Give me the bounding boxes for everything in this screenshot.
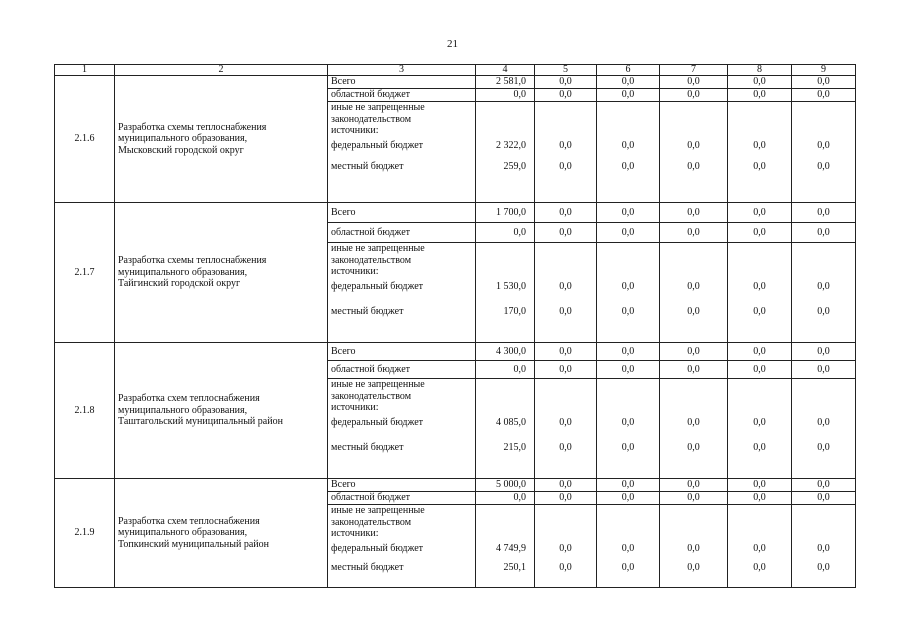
federal-budget-value: 0,0	[559, 139, 572, 151]
source-label: Всего	[328, 203, 476, 223]
section-name	[115, 479, 328, 588]
value-cell: 0,0	[597, 361, 660, 379]
local-budget-value: 0,0	[753, 562, 766, 573]
value-cell: 0,0	[728, 479, 792, 492]
value-cell: 0,0	[792, 223, 856, 243]
federal-budget-value: 0,0	[753, 416, 766, 428]
other-sources-cell	[328, 243, 476, 343]
section-name-line: Тайгинский городской округ	[118, 278, 241, 290]
other-sources-line: законодательством	[331, 254, 412, 266]
value-stack	[479, 102, 526, 173]
value-cell: 0,0	[597, 203, 660, 223]
other-sources-block	[331, 379, 472, 454]
section-name-line: Разработка схемы теплоснабжения	[118, 255, 267, 267]
spacer	[331, 151, 472, 161]
value-cell: 0,0	[535, 479, 597, 492]
federal-budget-value: 0,0	[753, 280, 766, 292]
section-code: 2.1.9	[55, 479, 115, 588]
federal-budget-value: 4 085,0	[496, 416, 526, 428]
other-sources-line: источники:	[331, 125, 379, 136]
value-stack	[479, 243, 526, 318]
value-cell: 0,0	[792, 343, 856, 361]
value-cell: 0,0	[792, 361, 856, 379]
value-cell: 0,0	[728, 89, 792, 102]
local-budget-value: 0,0	[559, 562, 572, 573]
value-cell-stack	[660, 102, 728, 203]
spacer	[795, 151, 852, 161]
section-name-line: муниципального образования,	[118, 266, 248, 278]
header-cell-8: 8	[728, 65, 792, 76]
federal-budget-value: 0,0	[817, 542, 830, 554]
spacer	[538, 554, 593, 562]
local-budget-value: 0,0	[559, 161, 572, 172]
value-stack	[663, 243, 724, 318]
table-body	[55, 76, 856, 588]
section-name-line: Мысковский городской округ	[118, 144, 244, 156]
section-name-line: Разработка схем теплоснабжения	[118, 515, 260, 527]
other-sources-cell	[328, 102, 476, 203]
value-cell-stack	[660, 505, 728, 588]
value-stack	[795, 505, 852, 574]
federal-budget-label: федеральный бюджет	[331, 542, 424, 554]
value-cell: 0,0	[476, 223, 535, 243]
value-cell: 0,0	[660, 76, 728, 89]
value-cell-stack	[728, 505, 792, 588]
value-cell: 0,0	[476, 492, 535, 505]
spacer	[600, 292, 656, 306]
value-cell: 0,0	[476, 361, 535, 379]
section-name-line: муниципального образования,	[118, 527, 248, 539]
value-cell-stack	[728, 102, 792, 203]
header-cell-1: 1	[55, 65, 115, 76]
value-cell-stack	[728, 243, 792, 343]
value-cell-stack	[535, 379, 597, 479]
value-stack	[663, 102, 724, 173]
value-cell: 0,0	[597, 76, 660, 89]
federal-budget-value: 1 530,0	[496, 280, 526, 292]
federal-budget-value: 0,0	[621, 416, 635, 428]
federal-budget-label: федеральный бюджет	[331, 416, 424, 428]
other-sources-line: законодательством	[331, 113, 412, 125]
section-name-line: Топкинский муниципальный район	[118, 538, 269, 550]
value-cell: 4 300,0	[476, 343, 535, 361]
spacer	[663, 554, 724, 562]
other-sources-line: законодательством	[331, 390, 412, 402]
local-budget-label: местный бюджет	[331, 306, 404, 317]
value-stack	[663, 379, 724, 454]
other-sources-block	[331, 243, 472, 318]
value-cell: 0,0	[728, 343, 792, 361]
local-budget-value: 0,0	[817, 161, 830, 172]
source-label: областной бюджет	[328, 361, 476, 379]
federal-budget-value: 0,0	[559, 542, 572, 554]
other-sources-block	[331, 102, 472, 173]
source-label: Всего	[328, 479, 476, 492]
federal-budget-value: 0,0	[559, 416, 572, 428]
local-budget-label: местный бюджет	[331, 562, 404, 573]
spacer	[538, 151, 593, 161]
local-budget-value: 0,0	[687, 306, 700, 317]
other-sources-line: иные не запрещенные	[331, 243, 425, 254]
spacer	[795, 554, 852, 562]
local-budget-value: 0,0	[621, 562, 635, 573]
value-cell: 0,0	[792, 492, 856, 505]
value-cell: 0,0	[476, 89, 535, 102]
value-cell-stack	[792, 243, 856, 343]
value-cell: 0,0	[728, 361, 792, 379]
federal-budget-value: 0,0	[687, 542, 700, 554]
spacer	[479, 151, 526, 161]
header-cell-7: 7	[660, 65, 728, 76]
header-cell-9: 9	[792, 65, 856, 76]
table-row	[55, 203, 856, 223]
local-budget-label: местный бюджет	[331, 442, 404, 453]
local-budget-value: 0,0	[753, 442, 766, 453]
value-cell-stack	[597, 505, 660, 588]
source-label: областной бюджет	[328, 89, 476, 102]
local-budget-value: 0,0	[687, 161, 700, 172]
value-cell: 0,0	[597, 223, 660, 243]
value-cell: 0,0	[535, 89, 597, 102]
value-cell: 0,0	[535, 492, 597, 505]
section-code: 2.1.8	[55, 343, 115, 479]
value-cell: 0,0	[660, 492, 728, 505]
local-budget-value: 0,0	[687, 562, 700, 573]
value-stack	[538, 505, 593, 574]
value-cell: 0,0	[728, 203, 792, 223]
value-stack	[731, 243, 788, 318]
value-stack	[538, 379, 593, 454]
local-budget-value: 215,0	[503, 442, 526, 453]
value-cell: 0,0	[660, 203, 728, 223]
federal-budget-value: 0,0	[817, 280, 830, 292]
value-cell-stack	[535, 102, 597, 203]
table-header	[55, 65, 856, 76]
value-cell: 0,0	[792, 203, 856, 223]
value-stack	[795, 243, 852, 318]
federal-budget-label: федеральный бюджет	[331, 280, 424, 292]
other-sources-line: иные не запрещенные	[331, 505, 425, 516]
section-name-line: Таштагольский муниципальный район	[118, 416, 283, 428]
header-cell-5: 5	[535, 65, 597, 76]
value-cell-stack	[728, 379, 792, 479]
value-stack	[479, 505, 526, 574]
value-cell: 0,0	[728, 76, 792, 89]
value-stack	[731, 379, 788, 454]
other-sources-block	[331, 505, 472, 574]
local-budget-value: 250,1	[503, 562, 526, 573]
value-cell: 0,0	[660, 361, 728, 379]
spacer	[731, 151, 788, 161]
spacer	[331, 428, 472, 442]
value-cell-stack	[792, 505, 856, 588]
value-cell: 0,0	[597, 479, 660, 492]
source-label: Всего	[328, 76, 476, 89]
other-sources-line: источники:	[331, 402, 379, 413]
spacer	[479, 428, 526, 442]
section-name-line: Разработка схем теплоснабжения	[118, 393, 260, 405]
value-cell: 0,0	[792, 89, 856, 102]
value-cell-stack	[476, 102, 535, 203]
local-budget-value: 0,0	[621, 161, 635, 172]
spacer	[731, 292, 788, 306]
local-budget-value: 0,0	[753, 161, 766, 172]
header-cell-4: 4	[476, 65, 535, 76]
value-stack	[538, 243, 593, 318]
spacer	[479, 292, 526, 306]
section-code: 2.1.7	[55, 203, 115, 343]
spacer	[479, 554, 526, 562]
spacer	[663, 428, 724, 442]
section-name-line: муниципального образования,	[118, 133, 248, 145]
value-cell: 0,0	[535, 203, 597, 223]
section-name	[115, 343, 328, 479]
value-stack	[538, 102, 593, 173]
local-budget-value: 0,0	[817, 306, 830, 317]
spacer	[600, 428, 656, 442]
spacer	[731, 554, 788, 562]
source-label: областной бюджет	[328, 492, 476, 505]
page-number: 21	[447, 38, 458, 50]
local-budget-value: 0,0	[687, 442, 700, 453]
header-cell-6: 6	[597, 65, 660, 76]
other-sources-line: источники:	[331, 528, 379, 539]
value-cell: 0,0	[660, 89, 728, 102]
spacer	[600, 554, 656, 562]
local-budget-value: 0,0	[753, 306, 766, 317]
value-cell-stack	[535, 505, 597, 588]
value-cell-stack	[792, 102, 856, 203]
spacer	[600, 151, 656, 161]
section-name-line: Разработка схемы теплоснабжения	[118, 121, 267, 133]
value-cell: 0,0	[728, 223, 792, 243]
spacer	[795, 292, 852, 306]
federal-budget-value: 0,0	[687, 280, 700, 292]
value-cell-stack	[476, 505, 535, 588]
value-stack	[731, 505, 788, 574]
federal-budget-value: 0,0	[621, 542, 635, 554]
value-cell: 0,0	[792, 479, 856, 492]
local-budget-value: 170,0	[503, 306, 526, 317]
spacer	[663, 292, 724, 306]
other-sources-line: иные не запрещенные	[331, 102, 425, 113]
spacer	[795, 428, 852, 442]
budget-table	[54, 64, 856, 588]
local-budget-value: 0,0	[817, 562, 830, 573]
local-budget-value: 0,0	[817, 442, 830, 453]
federal-budget-value: 2 322,0	[496, 139, 526, 151]
value-cell-stack	[535, 243, 597, 343]
value-cell: 0,0	[597, 343, 660, 361]
value-stack	[663, 505, 724, 574]
value-cell: 0,0	[660, 223, 728, 243]
federal-budget-value: 4 749,9	[496, 542, 526, 554]
spacer	[538, 428, 593, 442]
federal-budget-value: 0,0	[817, 416, 830, 428]
federal-budget-value: 0,0	[817, 139, 830, 151]
other-sources-cell	[328, 505, 476, 588]
table-row	[55, 479, 856, 492]
value-cell-stack	[597, 379, 660, 479]
value-cell: 5 000,0	[476, 479, 535, 492]
value-cell: 0,0	[792, 76, 856, 89]
value-cell-stack	[660, 379, 728, 479]
spacer	[331, 554, 472, 562]
value-cell-stack	[476, 379, 535, 479]
federal-budget-value: 0,0	[753, 542, 766, 554]
other-sources-line: источники:	[331, 266, 379, 277]
value-cell-stack	[597, 102, 660, 203]
value-cell: 0,0	[535, 361, 597, 379]
value-cell-stack	[792, 379, 856, 479]
local-budget-value: 0,0	[559, 306, 572, 317]
value-stack	[600, 243, 656, 318]
other-sources-cell	[328, 379, 476, 479]
value-cell: 0,0	[535, 223, 597, 243]
local-budget-value: 0,0	[559, 442, 572, 453]
value-cell: 2 581,0	[476, 76, 535, 89]
local-budget-label: местный бюджет	[331, 161, 404, 172]
federal-budget-value: 0,0	[621, 139, 635, 151]
source-label: Всего	[328, 343, 476, 361]
value-cell-stack	[597, 243, 660, 343]
federal-budget-value: 0,0	[621, 280, 635, 292]
value-cell: 0,0	[535, 76, 597, 89]
federal-budget-value: 0,0	[687, 139, 700, 151]
section-name	[115, 76, 328, 203]
federal-budget-value: 0,0	[559, 280, 572, 292]
other-sources-line: законодательством	[331, 516, 412, 528]
value-stack	[479, 379, 526, 454]
local-budget-value: 0,0	[621, 306, 635, 317]
federal-budget-value: 0,0	[753, 139, 766, 151]
value-cell: 0,0	[597, 89, 660, 102]
value-stack	[600, 505, 656, 574]
value-cell: 0,0	[660, 343, 728, 361]
table-row	[55, 343, 856, 361]
value-cell-stack	[476, 243, 535, 343]
table-row	[55, 76, 856, 89]
spacer	[538, 292, 593, 306]
federal-budget-label: федеральный бюджет	[331, 139, 424, 151]
value-stack	[600, 102, 656, 173]
value-cell: 0,0	[728, 492, 792, 505]
section-name	[115, 203, 328, 343]
federal-budget-value: 0,0	[687, 416, 700, 428]
value-cell: 0,0	[597, 492, 660, 505]
spacer	[731, 428, 788, 442]
header-cell-2: 2	[115, 65, 328, 76]
value-cell-stack	[660, 243, 728, 343]
local-budget-value: 259,0	[503, 161, 526, 172]
source-label: областной бюджет	[328, 223, 476, 243]
spacer	[663, 151, 724, 161]
section-code: 2.1.6	[55, 76, 115, 203]
value-stack	[600, 379, 656, 454]
value-stack	[795, 102, 852, 173]
value-cell: 0,0	[535, 343, 597, 361]
section-name-line: муниципального образования,	[118, 404, 248, 416]
value-cell: 0,0	[660, 479, 728, 492]
spacer	[331, 292, 472, 306]
value-cell: 1 700,0	[476, 203, 535, 223]
local-budget-value: 0,0	[621, 442, 635, 453]
other-sources-line: иные не запрещенные	[331, 379, 425, 390]
value-stack	[731, 102, 788, 173]
header-cell-3: 3	[328, 65, 476, 76]
value-stack	[795, 379, 852, 454]
